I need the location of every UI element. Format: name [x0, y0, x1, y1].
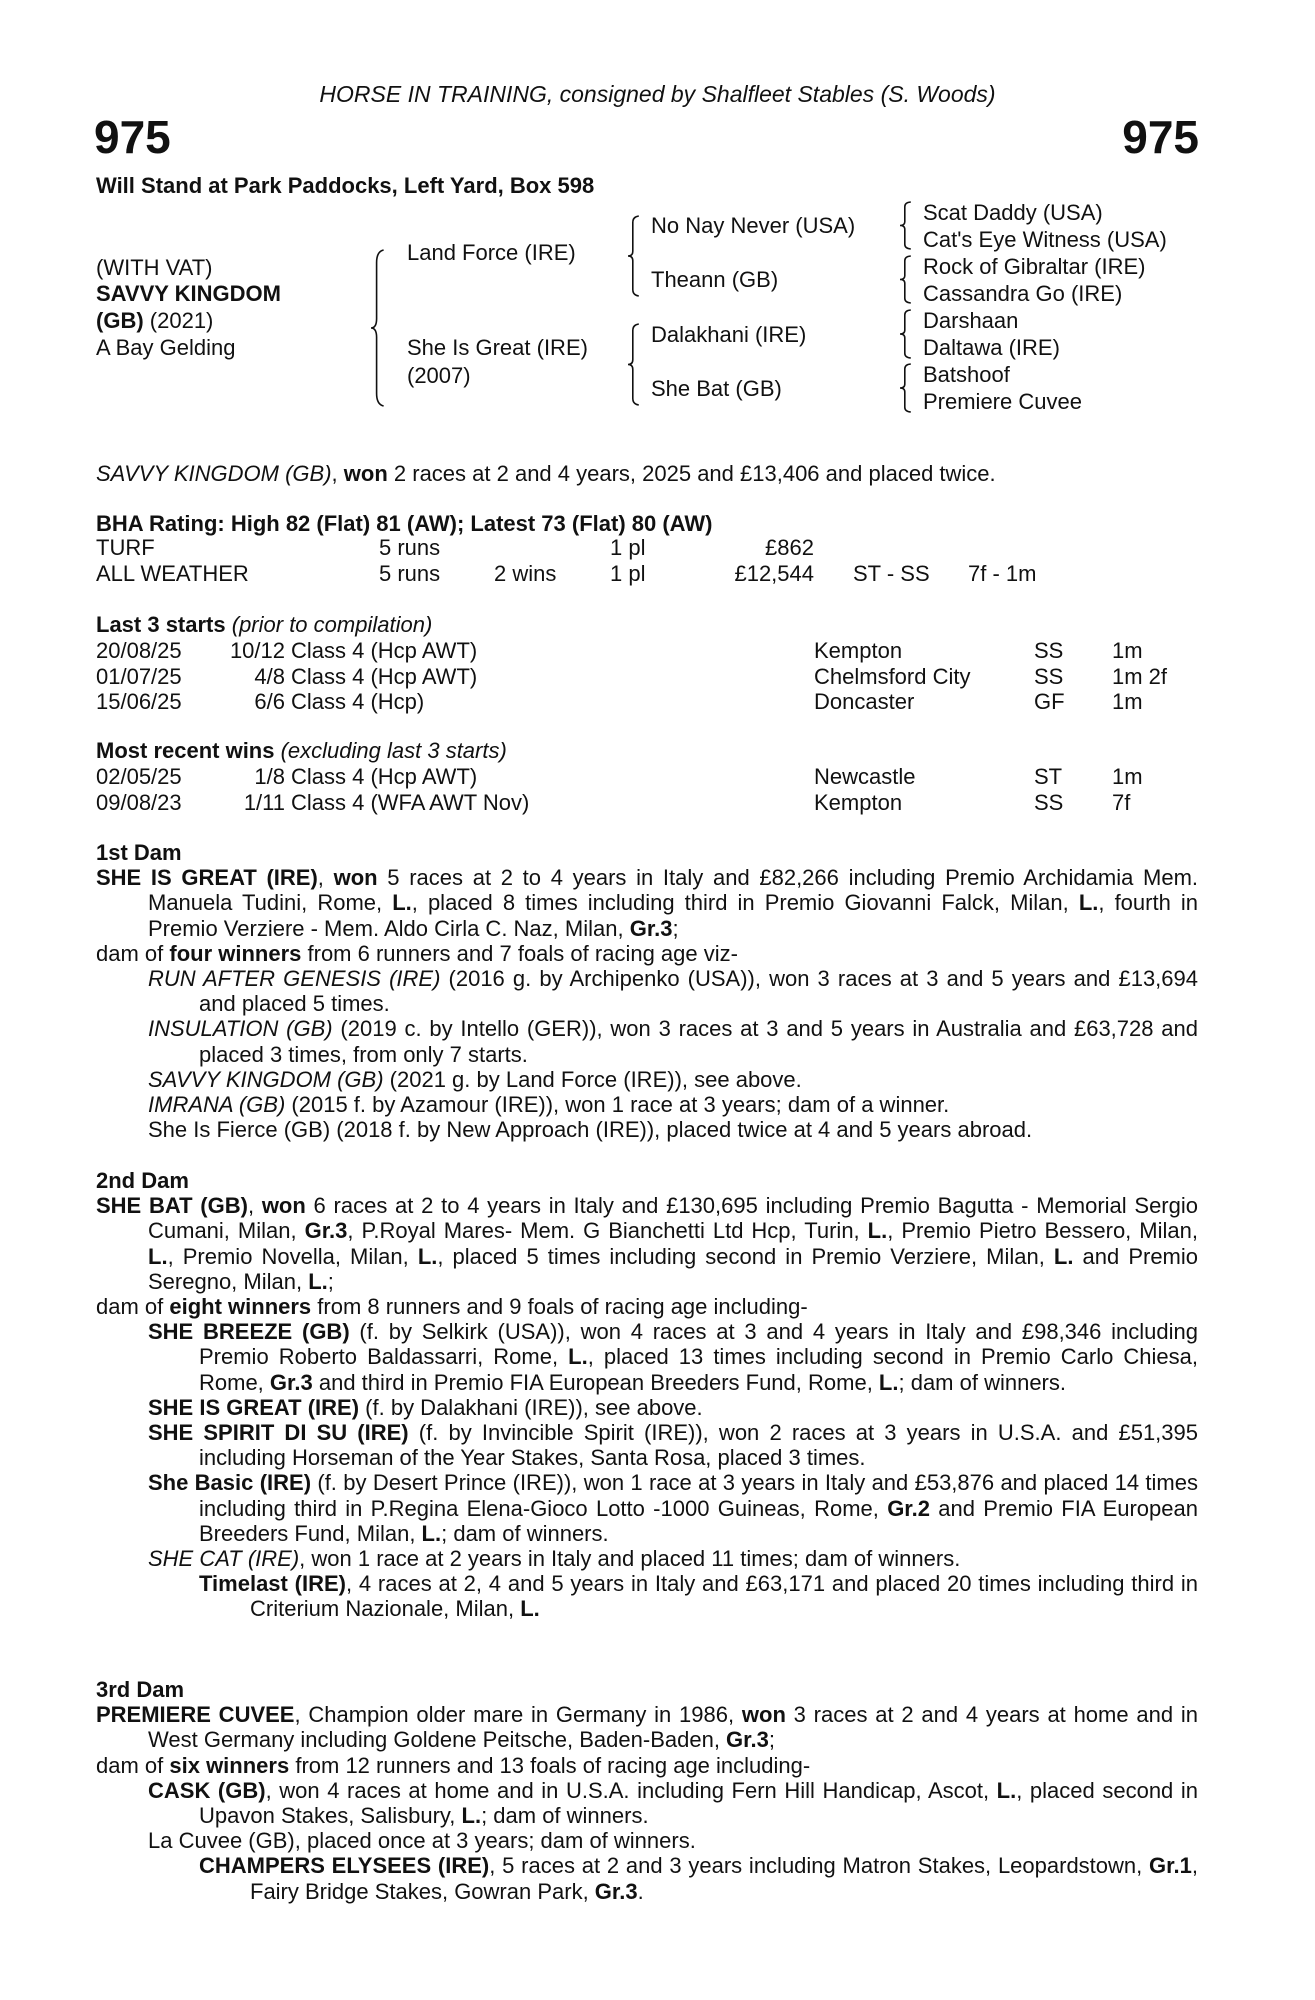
entry-text: IMRANA (GB)	[148, 1092, 286, 1118]
race-course: Kempton	[814, 789, 903, 815]
entry-text: , placed 8 times including third in Premio Giovanni Falck, Milan,	[411, 890, 1079, 916]
race-date: 20/08/25	[96, 638, 182, 663]
entry-text: won	[741, 1702, 786, 1728]
race-going: GF	[1034, 689, 1065, 715]
race-going: SS	[1034, 638, 1064, 663]
entry-text: and third in Premio FIA European Breeders Fund, Rome,	[312, 1369, 879, 1395]
last-starts-note: (prior to compilation)	[231, 612, 433, 637]
entry-text: ; dam of winners.	[441, 1520, 609, 1546]
entry-text: Gr.1	[1149, 1853, 1192, 1879]
race-distance: 1m	[1112, 689, 1143, 715]
entry-text: , won 4 races at home and in U.S.A. including Fern Hill Handicap, Ascot,	[265, 1777, 997, 1803]
entry-text: , P.Royal Mares- Mem. G Bianchetti Ltd Hcp, Turin,	[347, 1218, 868, 1244]
dam-section-2	[96, 1168, 1198, 1622]
dam: She Is Great (IRE)	[407, 335, 588, 360]
pedigree-brace	[900, 364, 912, 412]
entry-text: L.	[148, 1243, 168, 1269]
great-grandparent: Cat's Eye Witness (USA)	[923, 227, 1167, 252]
record-surface: TURF	[96, 535, 155, 560]
record-placed: 1 pl	[610, 561, 646, 586]
dam-entry	[96, 1546, 1198, 1571]
recent-wins-heading: Most recent wins	[96, 738, 275, 763]
summary-text: 2 races at 2 and 4 years, 2025 and £13,406 and placed twice.	[387, 461, 996, 486]
entry-text: ,	[247, 1193, 262, 1219]
entry-text: , Champion older mare in Germany in 1986,	[294, 1702, 742, 1728]
entry-text: , Fairy Bridge Stakes, Gowran Park,	[250, 1853, 1198, 1904]
bha-rating: BHA Rating: High 82 (Flat) 81 (AW); Latest 73 (Flat) 80 (AW)	[96, 511, 713, 536]
entry-text: SHE BAT (GB)	[96, 1193, 248, 1219]
entry-text: (f. by Desert Prince (IRE)), won 1 race at 3 years in Italy and £53,876 and placed 14 times including third in P.Regina Elena-Gioco Lotto -1000 Guineas, Rome,	[199, 1470, 1198, 1521]
entry-text: CHAMPERS ELYSEES (IRE)	[199, 1853, 490, 1879]
race-distance: 1m	[1112, 764, 1143, 789]
dam-entry	[96, 1117, 1198, 1142]
sire: Land Force (IRE)	[407, 240, 576, 265]
entry-text: ;	[327, 1268, 334, 1294]
entry-text: CASK (GB)	[148, 1777, 266, 1803]
summary-horse-name: SAVVY KINGDOM (GB)	[96, 461, 332, 486]
entry-text: , placed second in Upavon Stakes, Salisbury,	[199, 1777, 1198, 1829]
race-going: SS	[1034, 663, 1064, 689]
entry-text: , Premio Pietro Bessero, Milan,	[887, 1218, 1198, 1244]
dam-entry	[96, 941, 1198, 966]
record-placed: 1 pl	[610, 535, 646, 560]
entry-text: L.	[421, 1520, 442, 1546]
race-position: 1/8	[254, 764, 285, 789]
horse-year: (2021)	[149, 308, 214, 333]
entry-text: SAVVY KINGDOM (GB)	[148, 1066, 384, 1092]
great-grandparent: Scat Daddy (USA)	[923, 200, 1103, 225]
record-prize: £12,544	[734, 561, 814, 586]
dam-entry	[96, 1702, 1198, 1752]
entry-text: SHE IS GREAT (IRE)	[96, 865, 318, 891]
recent-wins-note: (excluding last 3 starts)	[280, 738, 507, 763]
race-distance: 1m 2f	[1112, 663, 1168, 689]
great-grandparent: Darshaan	[923, 308, 1019, 333]
horse-description: A Bay Gelding	[96, 335, 236, 360]
entry-text: RUN AFTER GENESIS (IRE)	[148, 966, 441, 992]
race-course: Kempton	[814, 638, 903, 663]
entry-text: (f. by Selkirk (USA)), won 4 races at 3 and 4 years in Italy and £98,346 including Premio Roberto Baldassarri, Rome,	[199, 1319, 1198, 1370]
record-distance: 7f - 1m	[968, 561, 1037, 586]
grandparent: Theann (GB)	[651, 267, 779, 292]
entry-text: Gr.2	[887, 1495, 930, 1521]
great-grandparent: Premiere Cuvee	[923, 389, 1082, 414]
great-grandparent: Cassandra Go (IRE)	[923, 281, 1123, 306]
race-course: Chelmsford City	[814, 663, 971, 689]
entry-text: ; dam of winners.	[898, 1369, 1066, 1395]
dam-entry	[96, 1319, 1198, 1395]
record-runs: 5 runs	[379, 535, 441, 560]
entry-text: L.	[392, 890, 412, 916]
lot-number-left: 975	[94, 111, 171, 163]
race-course: Doncaster	[814, 689, 915, 715]
summary-won: won	[343, 461, 388, 486]
entry-text: from 6 runners and 7 foals of racing age viz-	[301, 940, 738, 966]
entry-text: Gr.3	[269, 1369, 313, 1395]
great-grandparent: Daltawa (IRE)	[923, 335, 1060, 360]
entry-text: and Premio FIA European Breeders Fund, Milan,	[199, 1495, 1198, 1546]
entry-text: She Is Fierce (GB) (2018 f. by New Approach (IRE)), placed twice at 4 and 5 years abroad.	[148, 1117, 1033, 1143]
entry-text: four winners	[169, 940, 302, 966]
race-distance: 7f	[1112, 789, 1131, 815]
dam-entry	[96, 1420, 1198, 1470]
grandparent: She Bat (GB)	[651, 376, 782, 401]
dam-title: 3rd Dam	[96, 1677, 185, 1702]
entry-text: , Premio Novella, Milan,	[167, 1243, 418, 1269]
dam-entry	[96, 1778, 1198, 1828]
race-date: 01/07/25	[96, 663, 182, 689]
entry-text: , fourth in Premio Verziere - Mem. Aldo Cirla C. Naz, Milan,	[148, 890, 1199, 941]
race-position: 4/8	[254, 663, 285, 689]
entry-text: , placed 13 times including second in Premio Carlo Chiesa, Rome,	[199, 1344, 1198, 1395]
consignment-header: HORSE IN TRAINING, consigned by Shalfleet Stables (S. Woods)	[319, 81, 996, 107]
horse-name: SAVVY KINGDOM	[96, 281, 281, 306]
entry-text: 6 races at 2 to 4 years in Italy and £130,695 including Premio Bagutta - Memorial Sergio Cumani, Milan,	[148, 1193, 1198, 1244]
race-class: Class 4 (Hcp AWT)	[291, 663, 478, 689]
horse-country: (GB)	[96, 308, 144, 333]
stand-location: Will Stand at Park Paddocks, Left Yard, Box 598	[96, 173, 595, 198]
pedigree-brace	[900, 202, 912, 249]
entry-text: SHE IS GREAT (IRE)	[148, 1394, 360, 1420]
entry-text: L.	[878, 1369, 899, 1395]
race-class: Class 4 (Hcp)	[291, 689, 425, 715]
entry-text: Gr.3	[629, 915, 673, 941]
dam-entry	[96, 1470, 1198, 1546]
entry-text: SHE SPIRIT DI SU (IRE)	[148, 1420, 409, 1446]
race-position: 10/12	[229, 638, 285, 663]
entry-text: ;	[672, 915, 679, 941]
dam-section-3	[96, 1677, 1198, 1904]
race-date: 09/08/23	[96, 789, 182, 815]
dam-section-1	[96, 840, 1198, 1142]
entry-text: L.	[1053, 1243, 1074, 1269]
entry-text: (2015 f. by Azamour (IRE)), won 1 race at 3 years; dam of a winner.	[285, 1092, 950, 1118]
race-date: 15/06/25	[96, 689, 182, 715]
entry-text: ; dam of winners.	[481, 1803, 649, 1829]
dam-entry	[96, 1753, 1198, 1778]
dam-title: 1st Dam	[96, 840, 182, 865]
entry-text: from 12 runners and 13 foals of racing age including-	[289, 1752, 811, 1778]
entry-text: L.	[520, 1596, 540, 1622]
dam-title: 2nd Dam	[96, 1168, 189, 1193]
race-distance: 1m	[1112, 638, 1143, 663]
entry-text: ;	[768, 1727, 775, 1753]
grandparent: No Nay Never (USA)	[651, 213, 856, 238]
dam-year: (2007)	[407, 363, 471, 388]
great-grandparent: Batshoof	[923, 362, 1010, 387]
entry-text: Gr.3	[726, 1727, 769, 1753]
dam-entry	[96, 1092, 1198, 1117]
dam-entry	[96, 1571, 1198, 1621]
entry-text: dam of	[96, 1294, 170, 1320]
race-class: Class 4 (WFA AWT Nov)	[291, 789, 530, 815]
entry-text: six winners	[169, 1752, 290, 1778]
entry-text: ,	[317, 865, 334, 891]
dam-entry	[96, 966, 1198, 1016]
recent-wins-title	[96, 738, 507, 763]
entry-text: Gr.3	[304, 1218, 348, 1244]
race-position: 6/6	[254, 689, 285, 715]
entry-text: , won 1 race at 2 years in Italy and placed 11 times; dam of winners.	[299, 1546, 961, 1572]
summary-separator: ,	[331, 461, 344, 486]
grandparent: Dalakhani (IRE)	[651, 322, 807, 347]
dam-entry	[96, 1067, 1198, 1092]
entry-text: PREMIERE CUVEE	[96, 1702, 295, 1728]
record-surface: ALL WEATHER	[96, 561, 249, 586]
pedigree-brace	[628, 324, 640, 405]
record-going: ST - SS	[853, 561, 930, 586]
pedigree-brace	[371, 250, 385, 406]
entry-text: dam of	[96, 940, 170, 966]
entry-text: She Basic (IRE)	[148, 1470, 312, 1496]
dam-entry	[96, 1016, 1198, 1066]
entry-text: (2019 c. by Intello (GER)), won 3 races at 3 and 5 years in Australia and £63,728 and placed 3 times, from only 7 starts.	[199, 1016, 1198, 1067]
entry-text: (2021 g. by Land Force (IRE)), see above.	[383, 1066, 802, 1092]
pedigree-brace	[628, 216, 640, 296]
dam-entry	[96, 1853, 1198, 1903]
entry-text: eight winners	[169, 1294, 312, 1320]
entry-text: , placed 5 times including second in Premio Verziere, Milan,	[437, 1243, 1054, 1269]
entry-text: won	[333, 865, 378, 891]
entry-text: SHE BREEZE (GB)	[148, 1319, 350, 1345]
record-prize: £862	[765, 535, 814, 560]
race-position: 1/11	[243, 789, 285, 815]
race-summary	[96, 461, 996, 486]
entry-text: L.	[417, 1243, 438, 1269]
entry-text: SHE CAT (IRE)	[148, 1546, 300, 1572]
entry-text: La Cuvee (GB), placed once at 3 years; dam of winners.	[148, 1828, 696, 1854]
lot-number-right: 975	[1122, 111, 1199, 163]
last-starts-heading: Last 3 starts	[96, 612, 226, 637]
last-starts-title	[96, 612, 432, 637]
entry-text: and Premio Seregno, Milan,	[148, 1243, 1198, 1294]
entry-text: , 4 races at 2, 4 and 5 years in Italy and £63,171 and placed 20 times including third in Criterium Nazionale, Milan,	[250, 1571, 1198, 1622]
entry-text: from 8 runners and 9 foals of racing age including-	[311, 1294, 808, 1320]
pedigree-brace	[900, 256, 912, 303]
entry-text: L.	[461, 1803, 482, 1829]
horse-origin	[96, 308, 213, 333]
entry-text: won	[261, 1193, 306, 1219]
entry-text: .	[637, 1878, 644, 1904]
race-date: 02/05/25	[96, 764, 182, 789]
race-class: Class 4 (Hcp AWT)	[291, 638, 478, 663]
entry-text: L.	[1078, 890, 1099, 916]
record-runs: 5 runs	[379, 561, 441, 586]
pedigree-brace	[900, 310, 912, 358]
record-wins: 2 wins	[494, 561, 557, 586]
entry-text: INSULATION (GB)	[148, 1016, 333, 1042]
entry-text: (f. by Invincible Spirit (IRE)), won 2 races at 3 years in U.S.A. and £51,395 including Horseman of the Year Stakes, Santa Rosa, placed 3 times.	[199, 1420, 1198, 1471]
entry-text: 5 races at 2 to 4 years in Italy and £82,266 including Premio Archidamia Mem. Manuela Tudini, Rome,	[148, 865, 1199, 916]
race-going: SS	[1034, 789, 1064, 815]
entry-text: L.	[996, 1777, 1017, 1803]
entry-text: dam of	[96, 1752, 170, 1778]
entry-text: (2016 g. by Archipenko (USA)), won 3 races at 3 and 5 years and £13,694 and placed 5 times.	[199, 966, 1198, 1017]
entry-text: , 5 races at 2 and 3 years including Matron Stakes, Leopardstown,	[489, 1853, 1150, 1879]
race-class: Class 4 (Hcp AWT)	[291, 764, 478, 789]
entry-text: (f. by Dalakhani (IRE)), see above.	[359, 1394, 703, 1420]
dam-entry	[96, 1395, 1198, 1420]
dam-entry	[96, 1294, 1198, 1319]
entry-text: Gr.3	[594, 1878, 638, 1904]
vat-note: (WITH VAT)	[96, 255, 213, 280]
entry-text: 3 races at 2 and 4 years at home and in West Germany including Goldene Peitsche, Baden-Baden,	[148, 1702, 1198, 1753]
entry-text: L.	[867, 1218, 888, 1244]
dam-entry	[96, 1828, 1198, 1853]
dam-entry	[96, 865, 1198, 941]
race-course: Newcastle	[814, 764, 916, 789]
dam-entry	[96, 1193, 1198, 1294]
race-going: ST	[1034, 764, 1063, 789]
great-grandparent: Rock of Gibraltar (IRE)	[923, 254, 1146, 279]
entry-text: L.	[308, 1268, 328, 1294]
entry-text: L.	[568, 1344, 588, 1370]
entry-text: Timelast (IRE)	[199, 1571, 346, 1597]
